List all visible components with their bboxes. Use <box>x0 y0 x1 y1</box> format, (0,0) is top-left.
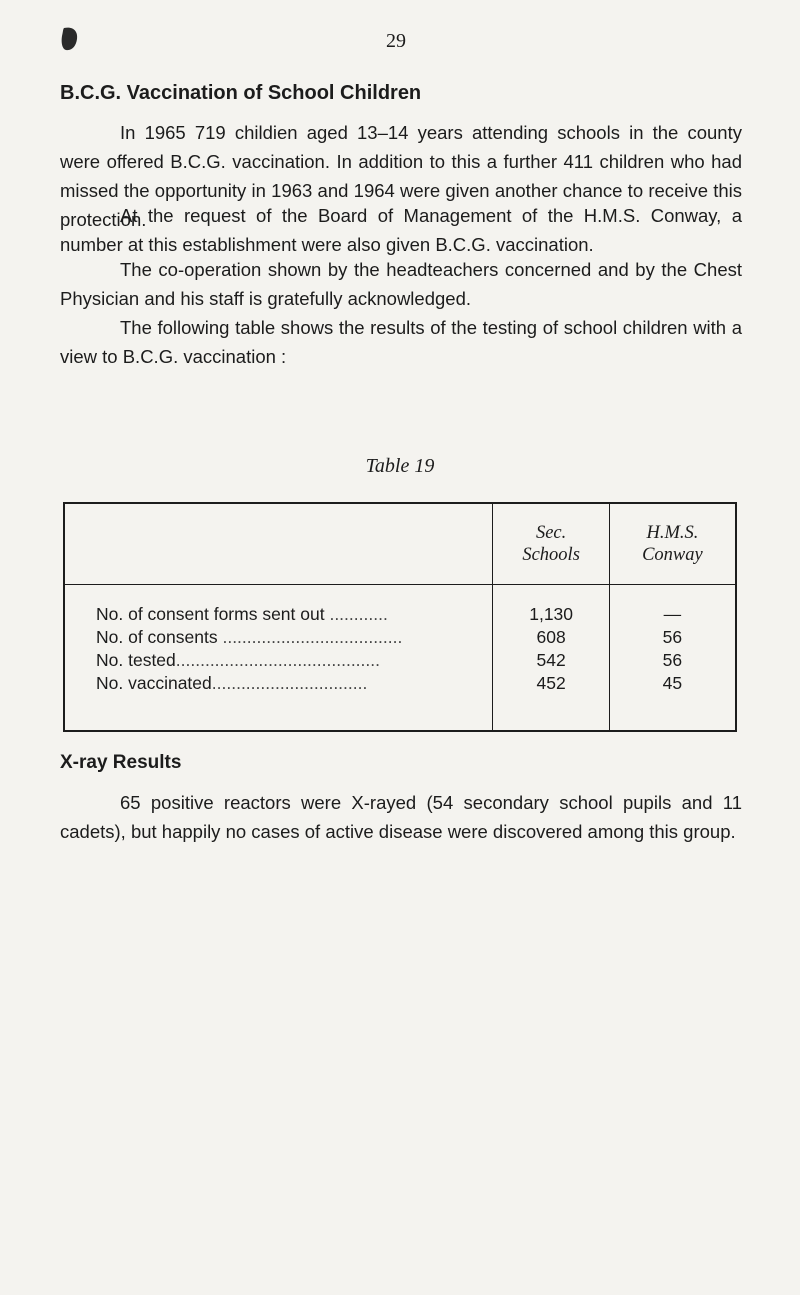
header-hms-line2: Conway <box>642 545 703 565</box>
table-body-row <box>64 585 736 732</box>
leader-dots: ................................ <box>211 673 368 693</box>
header-sec-line1: Sec. <box>535 523 567 543</box>
hms-value-consent-forms: — <box>663 604 682 624</box>
table-title: Table 19 <box>365 455 435 477</box>
row-label-text: No. vaccinated <box>96 673 212 693</box>
row-label-consents <box>65 626 492 649</box>
leader-dots: .......................................... <box>175 650 380 670</box>
header-blank-cell <box>64 503 493 585</box>
sec-value-vaccinated: 452 <box>536 673 566 693</box>
paragraph-table-intro: The following table shows the results of the testing of school children with a view to B.C.G. vaccination : <box>60 317 742 367</box>
header-sec-line2: Schools <box>522 545 580 565</box>
sec-schools-values-cell <box>493 585 609 732</box>
row-label-tested <box>65 649 492 672</box>
header-hms-conway <box>609 503 736 585</box>
margin-mark-icon <box>60 26 80 52</box>
sec-value-consent-forms: 1,130 <box>529 604 574 624</box>
sec-value-consents: 608 <box>536 627 566 647</box>
leader-dots: ..................................... <box>217 627 403 647</box>
paragraph-acknowledgement: The co-operation shown by the headteachers concerned and by the Chest Physician and his staff is gratefully acknowledged. <box>60 259 742 309</box>
header-hms-line1: H.M.S. <box>646 523 699 543</box>
row-label-text: No. of consents <box>96 627 218 647</box>
results-table <box>63 502 737 732</box>
section-heading: B.C.G. Vaccination of School Children <box>60 82 422 104</box>
hms-value-vaccinated: 45 <box>662 673 683 693</box>
row-label-consent-forms <box>65 603 492 626</box>
row-label-text: No. of consent forms sent out <box>96 604 325 624</box>
row-label-vaccinated <box>65 672 492 695</box>
xray-heading: X-ray Results <box>60 752 182 773</box>
hms-value-consents: 56 <box>662 627 683 647</box>
row-label-text: No. tested <box>96 650 176 670</box>
table-header-row <box>64 503 736 585</box>
leader-dots: ............ <box>324 604 388 624</box>
paragraph-hms-conway: At the request of the Board of Management of the H.M.S. Conway, a number at this establishment were also given B.C.G. vaccination. <box>60 205 742 255</box>
paragraph-bcg-intro: In 1965 719 childien aged 13–14 years attending schools in the county were offered B.C.G. vaccination. In addition to this a further 411 children who had missed the opportunity in 1963 and 1964 were given another chance to receive this protection. <box>60 122 742 230</box>
sec-value-tested: 542 <box>536 650 566 670</box>
xray-paragraph: 65 positive reactors were X-rayed (54 secondary school pupils and 11 cadets), but happily no cases of active disease were discovered among this group. <box>60 792 742 842</box>
header-sec-schools <box>493 503 609 585</box>
page-number: 29 <box>386 30 406 52</box>
hms-value-tested: 56 <box>662 650 683 670</box>
hms-conway-values-cell <box>609 585 736 732</box>
row-labels-cell <box>64 585 493 732</box>
